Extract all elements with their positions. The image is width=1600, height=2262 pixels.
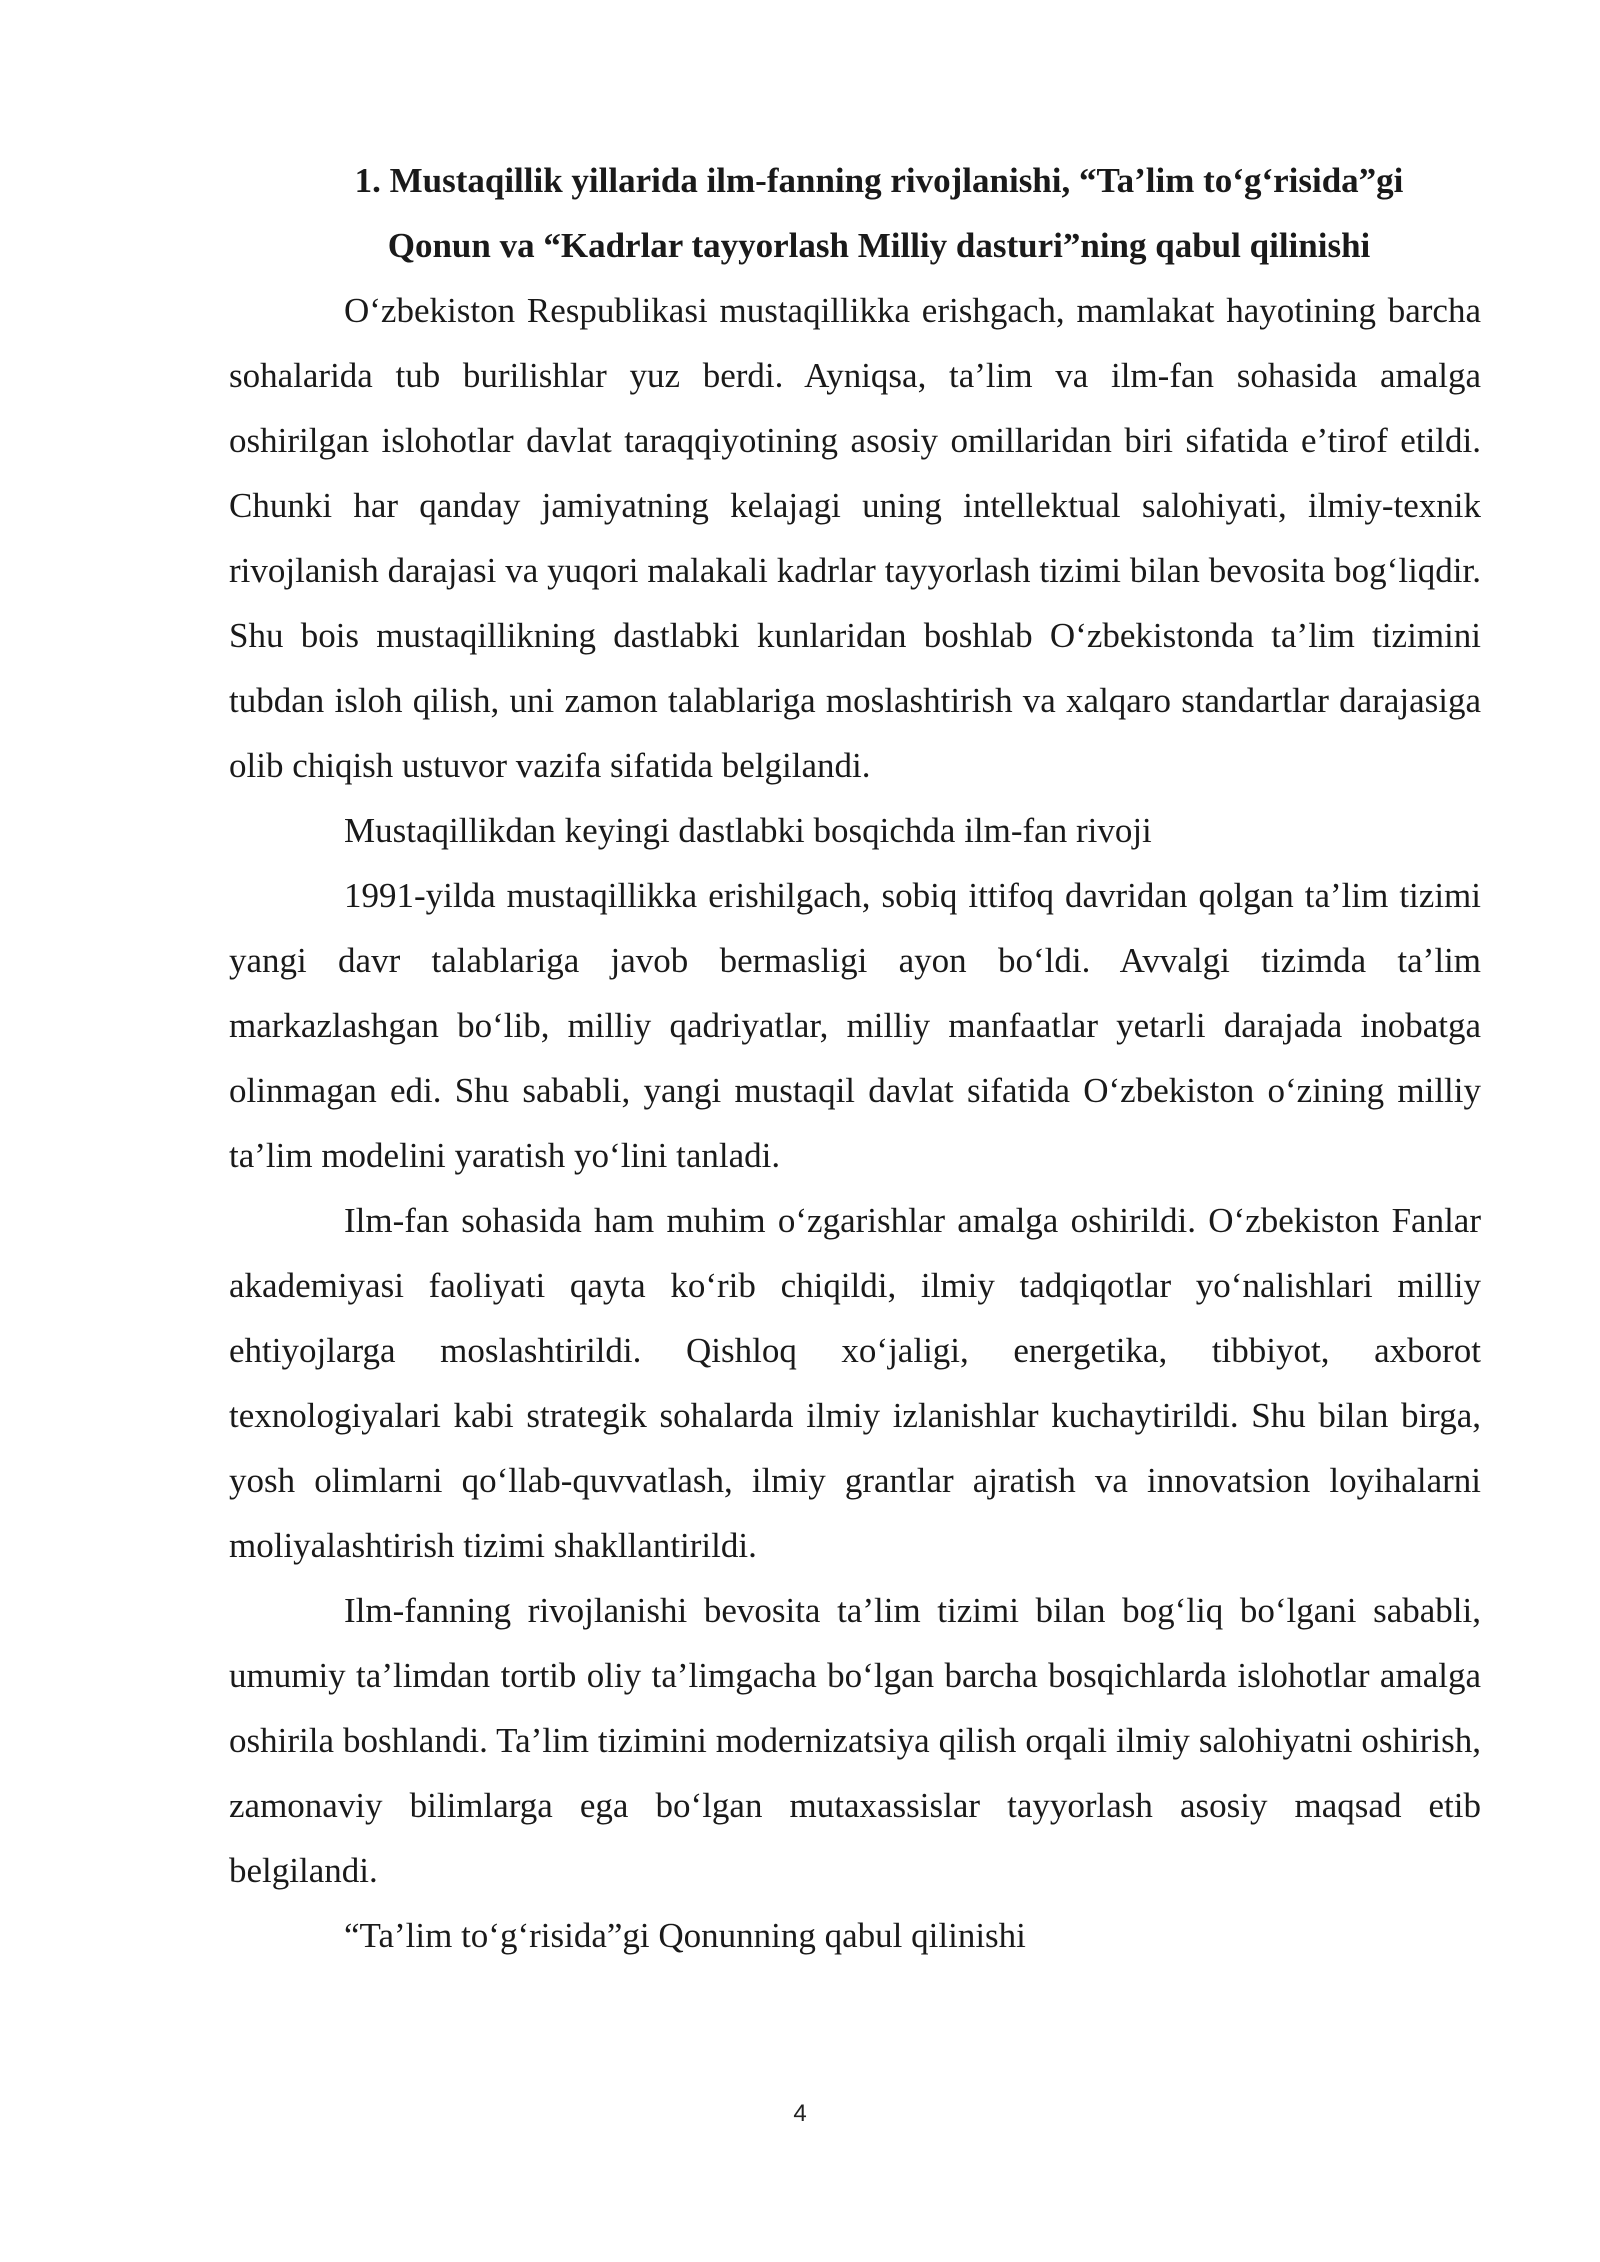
page-content [229,148,1481,1968]
subheading-education-law: “Ta’lim to‘g‘risida”gi Qonunning qabul qilinishi [344,1916,1026,1955]
heading-line-1: 1. Mustaqillik yillarida ilm-fanning rivojlanishi, “Ta’lim to‘g‘risida”gi [354,161,1404,200]
subheading-early-stage: Mustaqillikdan keyingi dastlabki bosqichda ilm-fan rivoji [344,811,1152,850]
section-heading [229,148,1481,278]
paragraph-education-link: Ilm-fanning rivojlanishi bevosita ta’lim tizimi bilan bog‘liq bo‘lgani sababli, umumiy ta’limdan tortib oliy ta’limgacha bo‘lgan barcha bosqichlarda islohotlar amalga oshirila boshlandi. Ta’lim tizimini modernizatsiya qilish orqali ilmiy salohiyatni oshirish, zamonaviy bilimlarga ega bo‘lgan mutaxassislar tayyorlash asosiy maqsad etib belgilandi. [229,1591,1481,1890]
paragraph-1991: 1991-yilda mustaqillikka erishilgach, sobiq ittifoq davridan qolgan ta’lim tizimi yangi davr talablariga javob bermasligi ayon bo‘ldi. Avvalgi tizimda ta’lim markazlashgan bo‘lib, milliy qadriyatlar, milliy manfaatlar yetarli darajada inobatga olinmagan edi. Shu sababli, yangi mustaqil davlat sifatida O‘zbekiston o‘zining milliy ta’lim modelini yaratish yo‘lini tanladi. [229,876,1481,1175]
paragraph-intro: O‘zbekiston Respublikasi mustaqillikka erishgach, mamlakat hayotining barcha sohalarida tub burilishlar yuz berdi. Ayniqsa, ta’lim va ilm-fan sohasida amalga oshirilgan islohotlar davlat taraqqiyotining asosiy omillaridan biri sifatida e’tirof etildi. Chunki har qanday jamiyatning kelajagi uning intellektual salohiyati, ilmiy-texnik rivojlanish darajasi va yuqori malakali kadrlar tayyorlash tizimi bilan bevosita bog‘liqdir. Shu bois mustaqillikning dastlabki kunlaridan boshlab O‘zbekistonda ta’lim tizimini tubdan isloh qilish, uni zamon talablariga moslashtirish va xalqaro standartlar darajasiga olib chiqish ustuvor vazifa sifatida belgilandi. [229,291,1481,785]
page-number: 4 [793,2100,807,2127]
paragraph-science-changes: Ilm-fan sohasida ham muhim o‘zgarishlar amalga oshirildi. O‘zbekiston Fanlar akademiyasi faoliyati qayta ko‘rib chiqildi, ilmiy tadqiqotlar yo‘nalishlari milliy ehtiyojlarga moslashtirildi. Qishloq xo‘jaligi, energetika, tibbiyot, axborot texnologiyalari kabi strategik sohalarda ilmiy izlanishlar kuchaytirildi. Shu bilan birga, yosh olimlarni qo‘llab-quvvatlash, ilmiy grantlar ajratish va innovatsion loyihalarni moliyalashtirish tizimi shakllantirildi. [229,1201,1481,1565]
heading-line-2: Qonun va “Kadrlar tayyorlash Milliy dasturi”ning qabul qilinishi [387,226,1371,265]
